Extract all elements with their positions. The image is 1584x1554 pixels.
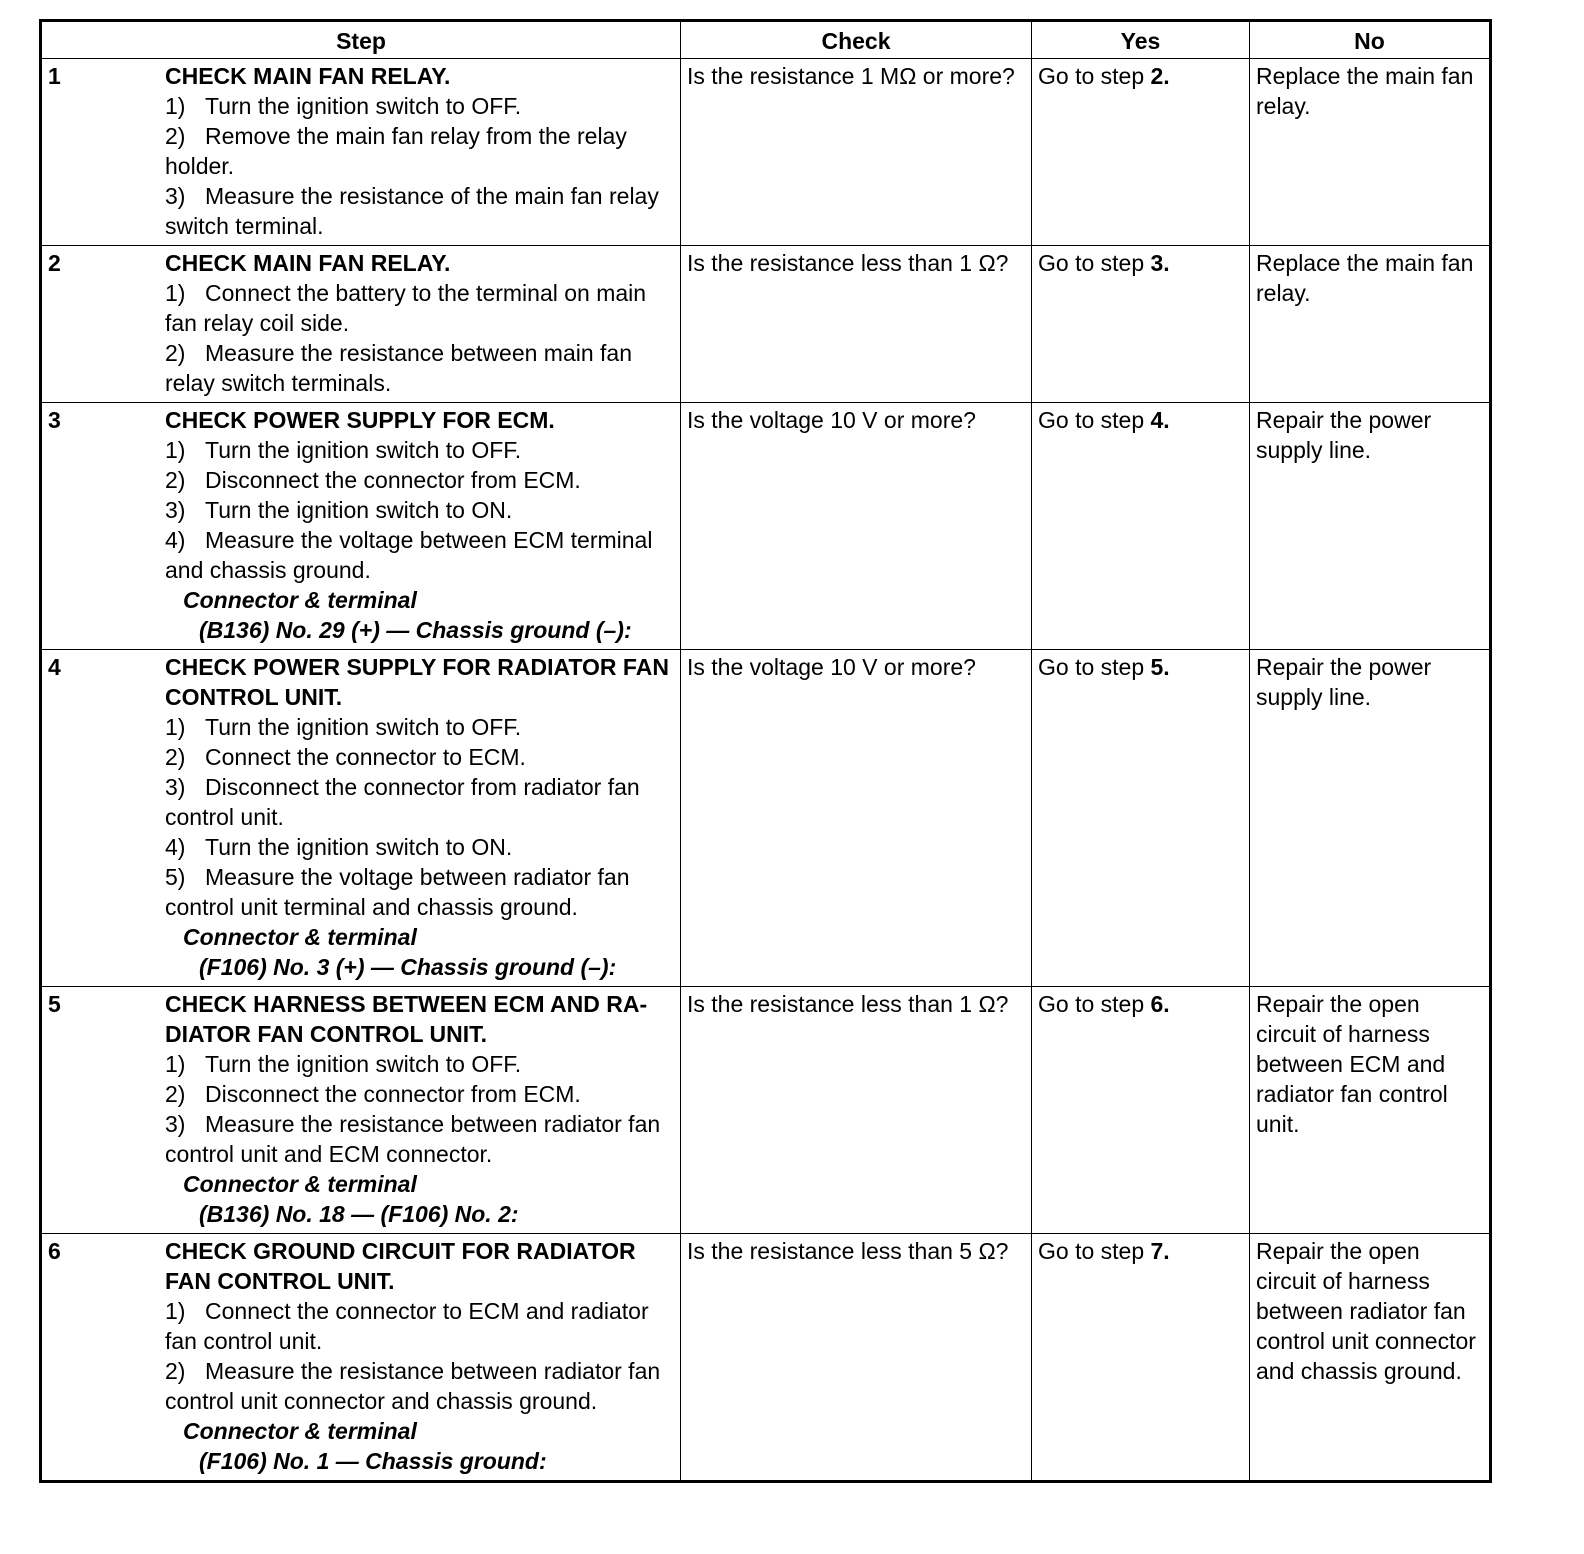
instruction-item [165,832,674,862]
connector-label: Connector & terminal [183,1171,417,1197]
instruction-number: 4) [165,834,186,860]
check-cell: Is the voltage 10 V or more? [681,650,1032,987]
instruction-item [165,91,674,121]
connector-value: (F106) No. 1 — Chassis ground: [199,1448,547,1474]
connector-label: Connector & terminal [183,587,417,613]
instruction-item [165,435,674,465]
step-title: CHECK MAIN FAN RELAY. [165,63,451,89]
instruction-text: Turn the ignition switch to ON. [205,497,513,523]
instruction-number: 1) [165,93,186,119]
check-cell: Is the resistance less than 1 Ω? [681,246,1032,403]
instruction-list [165,712,674,922]
instruction-text: Measure the voltage between radiator fan control unit terminal and chassis ground. [165,864,630,920]
instruction-text: Disconnect the connector from radiator fan control unit. [165,774,640,830]
yes-step-ref: 2. [1150,63,1170,89]
instruction-text: Connect the connector to ECM and radiator fan control unit. [165,1298,649,1354]
instruction-item [165,1356,674,1416]
yes-step-ref: 5. [1150,654,1170,680]
instruction-text: Turn the ignition switch to OFF. [205,1051,522,1077]
instruction-list [165,278,674,398]
check-cell: Is the resistance 1 MΩ or more? [681,59,1032,246]
connector-value: (F106) No. 3 (+) — Chassis ground (–): [199,954,617,980]
instruction-number: 3) [165,183,186,209]
no-cell: Replace the main fan relay. [1250,59,1491,246]
instruction-text: Measure the resistance between main fan relay switch terminals. [165,340,633,396]
table-row [41,403,1491,650]
connector-label: Connector & terminal [183,1418,417,1444]
instruction-text: Measure the resistance between radiator fan control unit connector and chassis ground. [165,1358,661,1414]
step-cell [41,1234,681,1482]
instruction-text: Measure the voltage between ECM terminal and chassis ground. [165,527,653,583]
instruction-item [165,1079,674,1109]
step-cell [41,987,681,1234]
instruction-text: Turn the ignition switch to OFF. [205,93,522,119]
diagnostic-table [39,19,1492,1483]
instruction-number: 1) [165,1298,186,1324]
step-title: CHECK MAIN FAN RELAY. [165,250,451,276]
instruction-item [165,181,674,241]
instruction-number: 2) [165,744,186,770]
step-title: CHECK POWER SUPPLY FOR ECM. [165,407,555,433]
step-number: 1 [48,63,61,89]
step-number: 2 [48,250,61,276]
instruction-number: 5) [165,864,186,890]
no-cell: Replace the main fan relay. [1250,246,1491,403]
step-title: CHECK GROUND CIRCUIT FOR RADIATOR FAN CONTROL UNIT. [165,1238,636,1294]
instruction-item [165,1049,674,1079]
instruction-number: 3) [165,774,186,800]
instruction-number: 1) [165,280,186,306]
step-number: 6 [48,1238,61,1264]
no-cell: Repair the open circuit of harness between radiator fan control unit connector and chassis ground. [1250,1234,1491,1482]
instruction-text: Remove the main fan relay from the relay holder. [165,123,627,179]
yes-step-ref: 4. [1150,407,1170,433]
no-cell: Repair the power supply line. [1250,650,1491,987]
instruction-number: 3) [165,1111,186,1137]
table-row [41,59,1491,246]
instruction-number: 2) [165,1081,186,1107]
instruction-text: Turn the ignition switch to OFF. [205,714,522,740]
instruction-number: 1) [165,714,186,740]
instruction-text: Measure the resistance between radiator fan control unit and ECM connector. [165,1111,661,1167]
step-number: 4 [48,654,61,680]
instruction-number: 3) [165,497,186,523]
instruction-number: 2) [165,1358,186,1384]
yes-cell [1032,59,1250,246]
instruction-number: 1) [165,1051,186,1077]
yes-cell [1032,403,1250,650]
instruction-item [165,525,674,585]
instruction-item [165,862,674,922]
instruction-number: 2) [165,340,186,366]
header-yes: Yes [1032,21,1250,59]
instruction-item [165,495,674,525]
instruction-text: Measure the resistance of the main fan relay switch terminal. [165,183,659,239]
instruction-item [165,278,674,338]
instruction-list [165,435,674,585]
instruction-number: 2) [165,467,186,493]
check-cell: Is the resistance less than 5 Ω? [681,1234,1032,1482]
instruction-item [165,772,674,832]
instruction-item [165,712,674,742]
table-row [41,246,1491,403]
instruction-list [165,1049,674,1169]
header-no: No [1250,21,1491,59]
instruction-item [165,338,674,398]
yes-cell [1032,1234,1250,1482]
instruction-text: Turn the ignition switch to OFF. [205,437,522,463]
connector-label: Connector & terminal [183,924,417,950]
instruction-number: 2) [165,123,186,149]
check-cell: Is the resistance less than 1 Ω? [681,987,1032,1234]
check-cell: Is the voltage 10 V or more? [681,403,1032,650]
instruction-item [165,1109,674,1169]
yes-prefix: Go to step [1038,407,1145,433]
instruction-list [165,1296,674,1416]
table-row [41,1234,1491,1482]
connector-value: (B136) No. 29 (+) — Chassis ground (–): [199,617,632,643]
table-row [41,650,1491,987]
instruction-item [165,742,674,772]
yes-cell [1032,650,1250,987]
instruction-item [165,121,674,181]
yes-cell [1032,246,1250,403]
yes-step-ref: 6. [1150,991,1170,1017]
no-cell: Repair the open circuit of harness between ECM and radiator fan control unit. [1250,987,1491,1234]
yes-cell [1032,987,1250,1234]
instruction-text: Connect the connector to ECM. [205,744,526,770]
step-cell [41,246,681,403]
no-cell: Repair the power supply line. [1250,403,1491,650]
yes-prefix: Go to step [1038,1238,1145,1264]
table-row [41,987,1491,1234]
step-cell [41,650,681,987]
step-number: 5 [48,991,61,1017]
step-number: 3 [48,407,61,433]
yes-prefix: Go to step [1038,991,1145,1017]
step-cell [41,59,681,246]
yes-step-ref: 3. [1150,250,1170,276]
instruction-number: 4) [165,527,186,553]
connector-value: (B136) No. 18 — (F106) No. 2: [199,1201,519,1227]
instruction-item [165,465,674,495]
step-cell [41,403,681,650]
instruction-list [165,91,674,241]
yes-prefix: Go to step [1038,250,1145,276]
instruction-number: 1) [165,437,186,463]
table-header-row [41,21,1491,59]
instruction-text: Connect the battery to the terminal on main fan relay coil side. [165,280,647,336]
step-title: CHECK POWER SUPPLY FOR RADIATOR FAN CONTROL UNIT. [165,654,669,710]
instruction-text: Disconnect the connector from ECM. [205,467,581,493]
header-check: Check [681,21,1032,59]
header-step: Step [41,21,681,59]
instruction-text: Turn the ignition switch to ON. [205,834,513,860]
yes-step-ref: 7. [1150,1238,1170,1264]
yes-prefix: Go to step [1038,63,1145,89]
yes-prefix: Go to step [1038,654,1145,680]
instruction-item [165,1296,674,1356]
step-title: CHECK HARNESS BETWEEN ECM AND RA-DIATOR FAN CONTROL UNIT. [165,991,648,1047]
instruction-text: Disconnect the connector from ECM. [205,1081,581,1107]
table-body [41,59,1491,1482]
